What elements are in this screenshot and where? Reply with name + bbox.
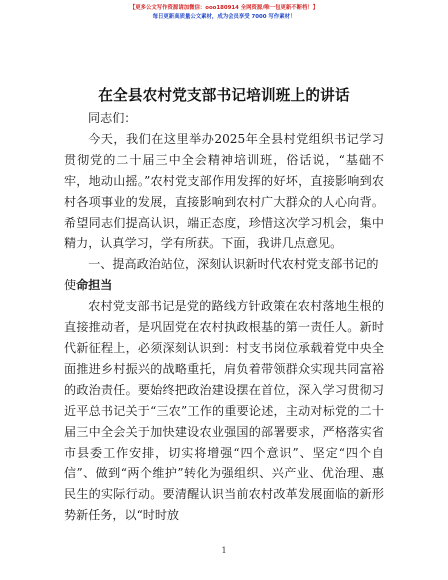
section-heading-1-lead: 一、提高政治站位，深刻认识新时代农村党支部书记的使 — [64, 257, 379, 293]
section-heading-1-bold: 命担当 — [76, 278, 113, 293]
promo-banner-line-2: 每日更新高质量公文素材，成为会员享受 7000 写作素材！ — [152, 14, 296, 20]
promo-banner-line-1: 【更多公文写作资源请加微信：ooo180914 全网资源/唯一包更新不断档！】 — [129, 5, 319, 11]
document-title: 在全县农村党支部书记培训班上的讲话 — [98, 87, 350, 104]
section-heading-1 — [64, 254, 384, 296]
greeting: 同志们： — [88, 111, 137, 125]
section-1-paragraph: 农村党支部书记是党的路线方针政策在农村落地生根的直接推动者，是巩固党在农村执政根基的第一责任人。新时代新征程上，必须深刻认识到：村支书岗位承载着党中央全面推进乡村振兴的战略重托，肩负着带领群众实现共同富裕的政治责任。要始终把政治建设摆在首位，深入学习贯彻习近平总书记关于“三农”工作的重要论述，主动对标党的二十届三中全会关于加快建设农业强国的部署要求，严格落实省市县委工作安排，切实将增强“四个意识”、坚定“四个自信”、做到“两个维护”转化为强组织、兴产业、优治理、惠民生的实际行动。要清醒认识当前农村改革发展面临的新形势新任务，以“时时放 — [64, 299, 384, 523]
intro-paragraph: 今天，我们在这里举办2025年全县村党组织书记学习贯彻党的二十届三中全会精神培训班，俗话说，“基础不牢，地动山摇。”农村党支部作用发挥的好坏，直接影响到农村各项事业的发展，直接影响到农村广大群众的人心向背。希望同志们提高认识，端正态度，珍惜这次学习机会，集中精力，认真学习，学有所获。下面，我讲几点意见。 — [64, 131, 384, 251]
document-body — [64, 108, 384, 526]
page-number: 1 — [221, 546, 227, 555]
